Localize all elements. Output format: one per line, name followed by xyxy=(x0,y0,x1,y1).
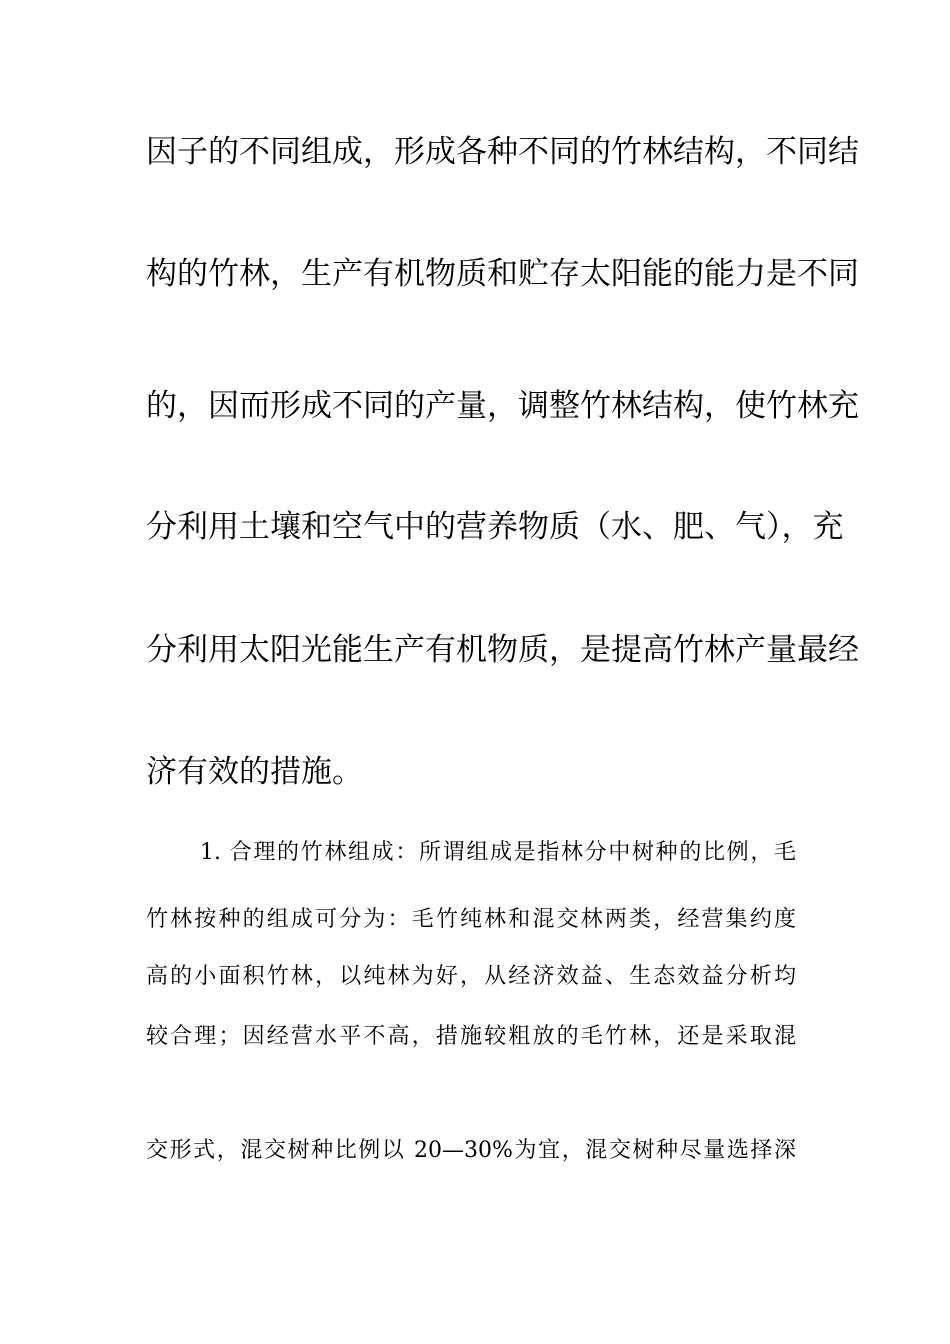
paragraph-1-line-4: 分利用土壤和空气中的营养物质（水、肥、气），充 xyxy=(146,509,844,545)
paragraph-2-line-2: 竹林按种的组成可分为：毛竹纯林和混交林两类，经营集约度 xyxy=(146,907,796,932)
paragraph-1-line-3: 的，因而形成不同的产量，调整竹林结构，使竹林充 xyxy=(146,388,859,424)
paragraph-2-line-3: 高的小面积竹林，以纯林为好，从经济效益、生态效益分析均 xyxy=(146,964,796,989)
paragraph-1-line-1: 因子的不同组成，形成各种不同的竹林结构，不同结 xyxy=(146,134,859,170)
paragraph-1-line-5: 分利用太阳光能生产有机物质，是提高竹林产量最经 xyxy=(146,632,859,668)
paragraph-1-line-6: 济有效的措施。 xyxy=(146,754,363,790)
paragraph-2-line-4: 较合理；因经营水平不高，措施较粗放的毛竹林，还是采取混 xyxy=(146,1024,796,1049)
paragraph-2-line-1: 1. 合理的竹林组成：所谓组成是指林分中树种的比例，毛 xyxy=(200,840,796,865)
paragraph-2-line-5: 交形式，混交树种比例以 20—30%为宜，混交树种尽量选择深 xyxy=(146,1138,796,1163)
paragraph-1-line-2: 构的竹林，生产有机物质和贮存太阳能的能力是不同 xyxy=(146,256,859,292)
